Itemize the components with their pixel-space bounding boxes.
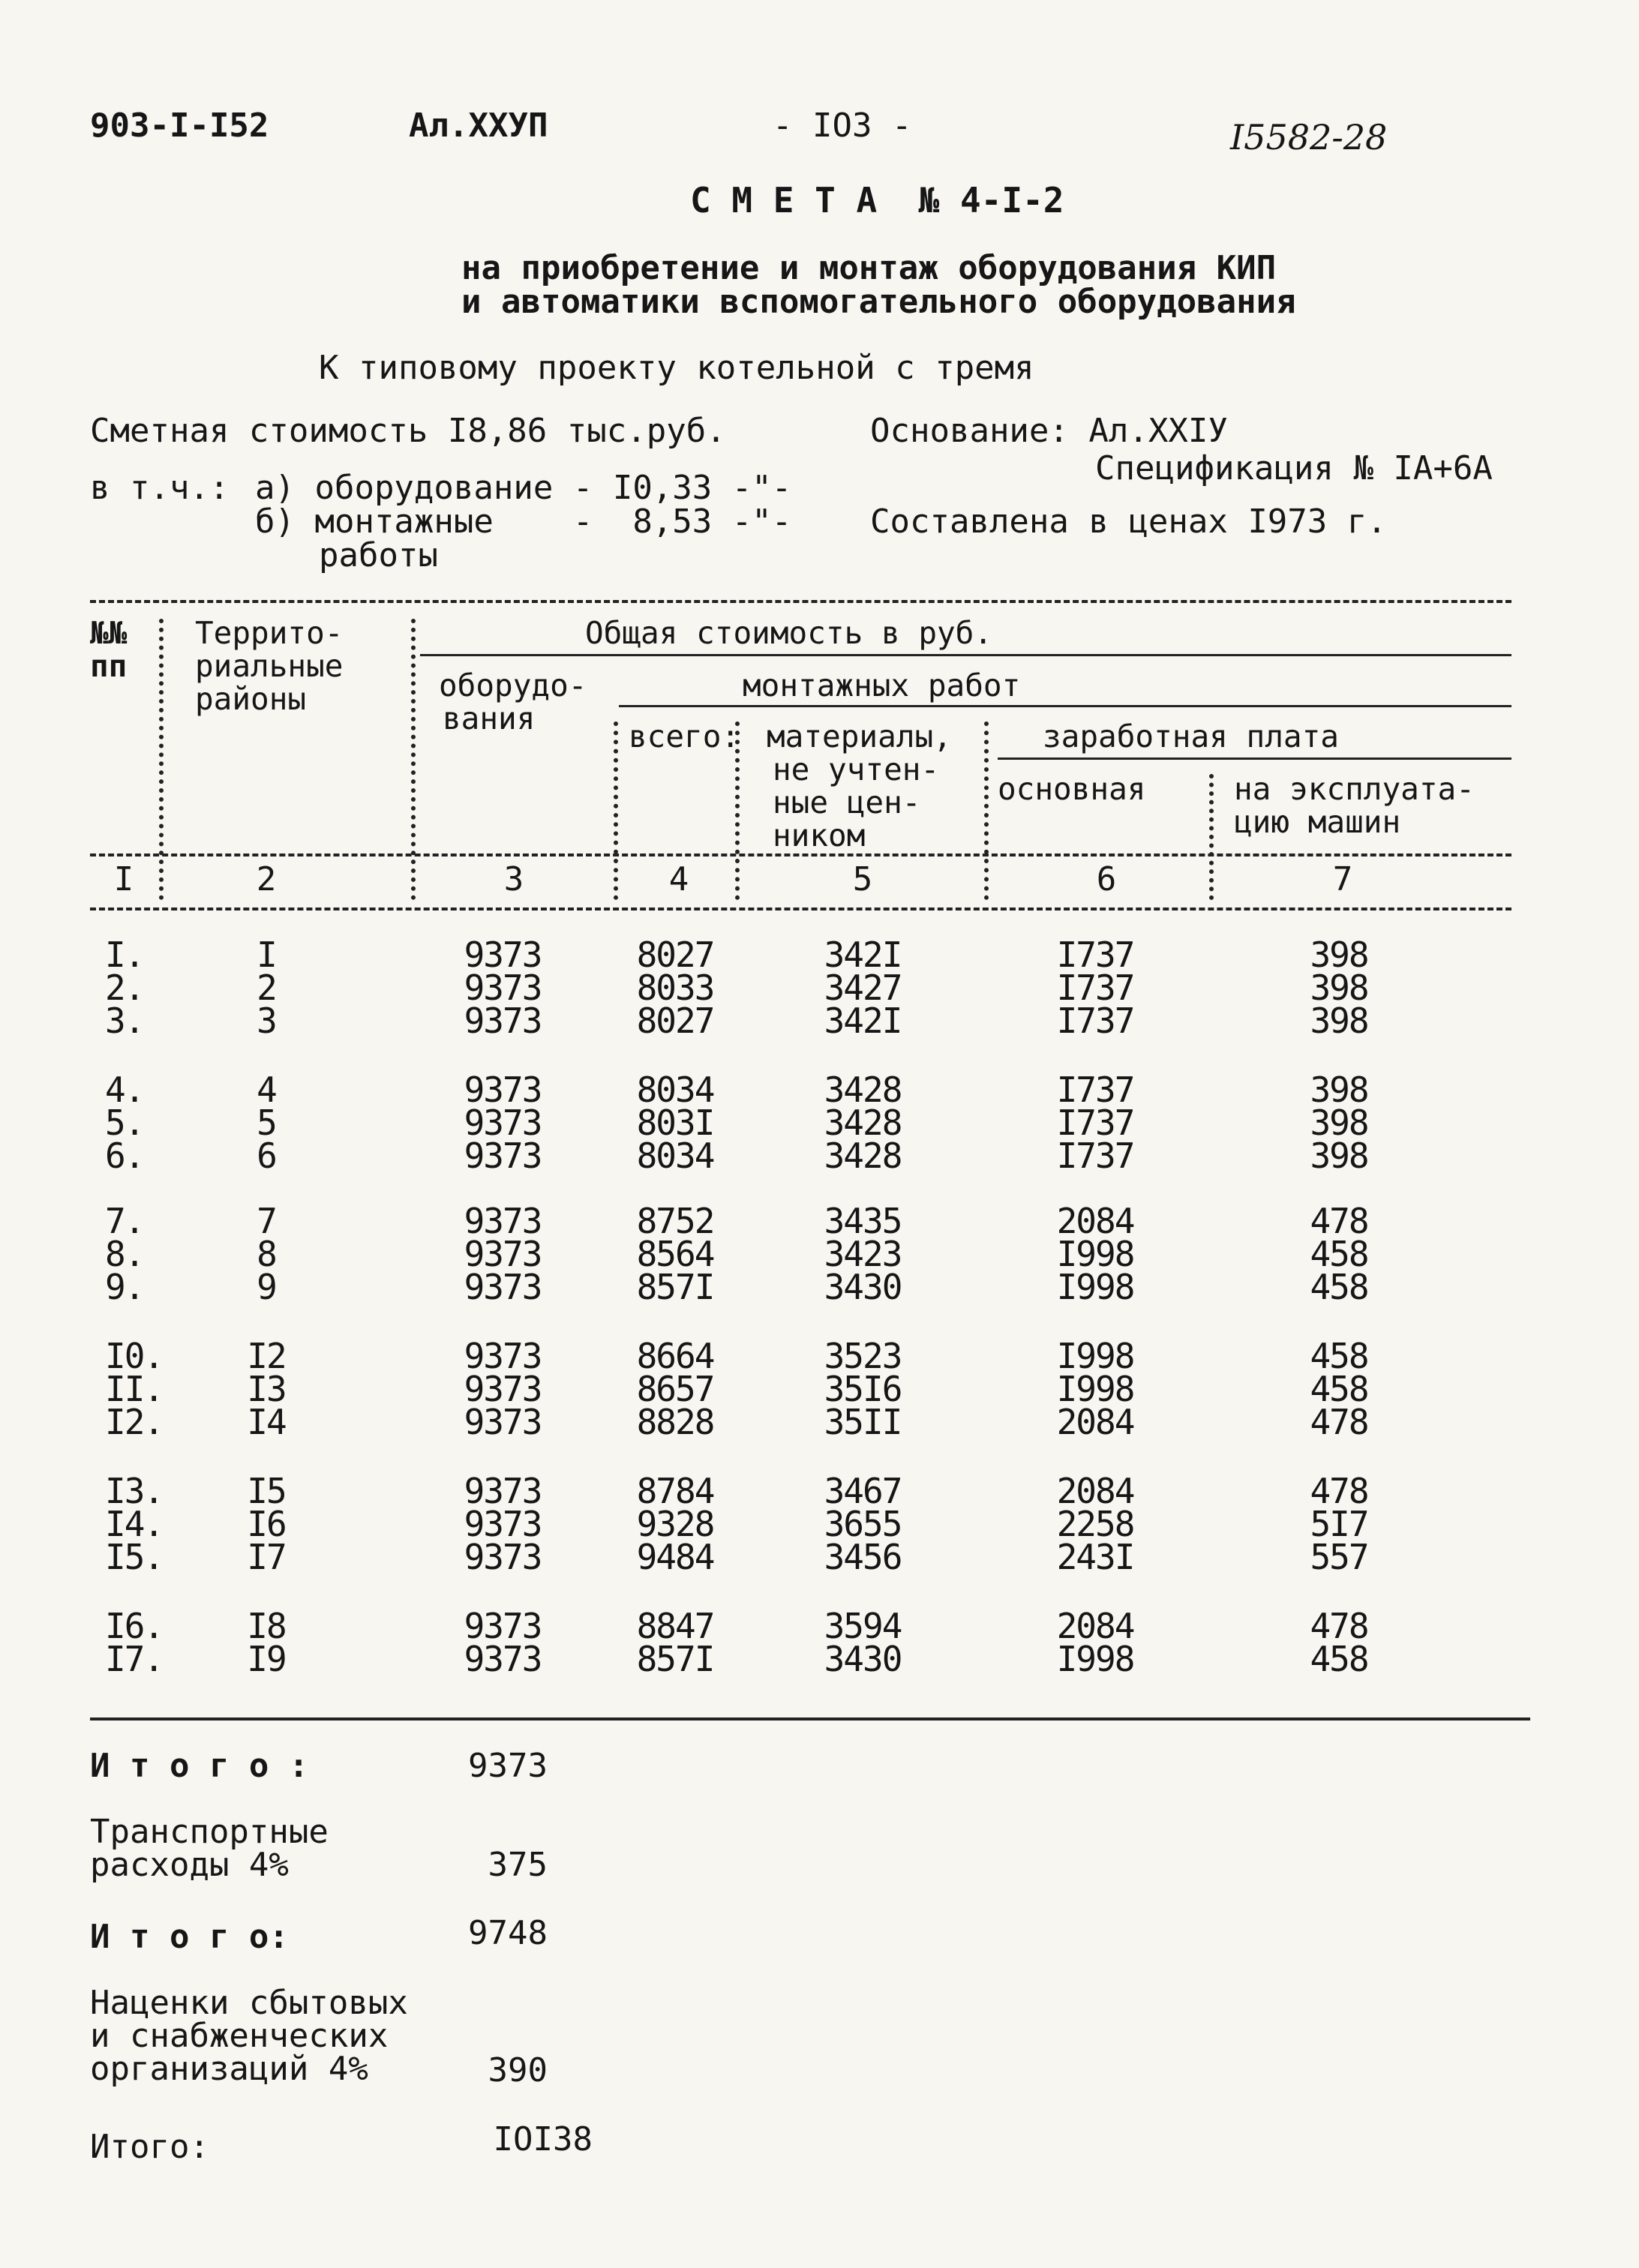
cell-installation-total: 8847: [636, 1606, 714, 1646]
cell-region: 9: [257, 1267, 276, 1307]
markup-label-3: организаций 4%: [90, 2050, 368, 2088]
markup-label-2: и снабженческих: [90, 2017, 389, 2055]
total-3-label: Итого:: [90, 2128, 209, 2166]
cell-row-number: 8.: [105, 1234, 144, 1274]
total-1-label: И т о г о :: [90, 1747, 309, 1785]
header-materials-1: материалы,: [767, 718, 952, 754]
specification-line: Спецификация № IА+6А: [1095, 449, 1493, 488]
cell-materials-cost: 3456: [824, 1537, 902, 1577]
col-number-5: 5: [852, 860, 873, 898]
cell-basic-wages: 2084: [1056, 1471, 1134, 1511]
cell-equipment-cost: 9373: [464, 1402, 542, 1442]
cell-materials-cost: 3655: [824, 1504, 902, 1544]
col-number-rule: [90, 908, 1511, 910]
cell-basic-wages: I998: [1056, 1336, 1134, 1376]
header-region-1: Террито-: [195, 615, 344, 651]
cell-equipment-cost: 9373: [464, 1000, 542, 1041]
cell-region: I8: [247, 1606, 286, 1646]
cell-materials-cost: 3594: [824, 1606, 902, 1646]
cell-equipment-cost: 9373: [464, 968, 542, 1008]
cell-machine-wages: 458: [1310, 1639, 1368, 1679]
header-equipment-2: вания: [443, 700, 536, 736]
cell-region: 2: [257, 968, 276, 1008]
cell-machine-wages: 398: [1310, 1102, 1368, 1143]
cell-installation-total: 8657: [636, 1369, 714, 1409]
cell-materials-cost: 3428: [824, 1136, 902, 1176]
cell-region: 6: [257, 1136, 276, 1176]
cell-installation-total: 8034: [636, 1136, 714, 1176]
col-number-3: 3: [503, 860, 524, 898]
cell-equipment-cost: 9373: [464, 1234, 542, 1274]
cell-equipment-cost: 9373: [464, 1070, 542, 1110]
cell-machine-wages: 478: [1310, 1471, 1368, 1511]
cell-basic-wages: I737: [1056, 1136, 1134, 1176]
markup-value: 390: [488, 2051, 548, 2090]
table-bottom-rule: [90, 1718, 1530, 1720]
header-equipment-1: оборудо-: [439, 668, 587, 704]
cell-row-number: 2.: [105, 968, 144, 1008]
cell-equipment-cost: 9373: [464, 1537, 542, 1577]
cell-machine-wages: 398: [1310, 934, 1368, 975]
transport-value: 375: [488, 1846, 548, 1884]
cell-basic-wages: I737: [1056, 934, 1134, 975]
cost-installation-cont: работы: [319, 536, 438, 574]
cell-region: 4: [257, 1070, 276, 1110]
cell-basic-wages: I737: [1056, 1070, 1134, 1110]
cell-row-number: 3.: [105, 1000, 144, 1041]
cell-basic-wages: I737: [1056, 1102, 1134, 1143]
col-number-2: 2: [256, 860, 277, 898]
header-rule-1: [420, 654, 1511, 656]
cell-region: I5: [247, 1471, 286, 1511]
cell-equipment-cost: 9373: [464, 1201, 542, 1241]
cost-installation: б) монтажные - 8,53 -"-: [255, 502, 792, 541]
subtitle-line-1: на приобретение и монтаж оборудования КИП: [461, 249, 1277, 287]
divider-6: [1209, 774, 1214, 900]
cell-row-number: 4.: [105, 1070, 144, 1110]
cell-row-number: I.: [105, 934, 144, 975]
cell-machine-wages: 398: [1310, 1070, 1368, 1110]
cell-machine-wages: 478: [1310, 1201, 1368, 1241]
cell-materials-cost: 3430: [824, 1639, 902, 1679]
cell-machine-wages: 458: [1310, 1336, 1368, 1376]
cost-equipment: а) оборудование - I0,33 -"-: [255, 469, 792, 507]
divider-2: [411, 619, 416, 900]
cell-equipment-cost: 9373: [464, 1267, 542, 1307]
cell-installation-total: 8034: [636, 1070, 714, 1110]
cell-installation-total: 8828: [636, 1402, 714, 1442]
cell-installation-total: 857I: [636, 1639, 714, 1679]
header-installation: монтажных работ: [743, 668, 1021, 704]
subtitle-line-2: и автоматики вспомогательного оборудования: [461, 283, 1296, 321]
cell-region: I7: [247, 1537, 286, 1577]
header-materials-4: ником: [773, 818, 866, 854]
cell-materials-cost: 35II: [824, 1402, 902, 1442]
header-region-2: риальные: [195, 648, 344, 684]
col-number-1: I: [113, 860, 134, 898]
cell-materials-cost: 3428: [824, 1102, 902, 1143]
cell-installation-total: 8564: [636, 1234, 714, 1274]
cell-region: 3: [257, 1000, 276, 1041]
cell-row-number: 6.: [105, 1136, 144, 1176]
cell-row-number: 7.: [105, 1201, 144, 1241]
cell-region: I3: [247, 1369, 286, 1409]
markup-label-1: Наценки сбытовых: [90, 1984, 408, 2022]
cell-materials-cost: 3427: [824, 968, 902, 1008]
cell-machine-wages: 398: [1310, 1136, 1368, 1176]
transport-label-1: Транспортные: [90, 1813, 329, 1851]
cell-machine-wages: 478: [1310, 1402, 1368, 1442]
basis-line: Основание: Ал.ХХIУ: [870, 412, 1228, 450]
cell-row-number: I0.: [105, 1336, 164, 1376]
cell-equipment-cost: 9373: [464, 1639, 542, 1679]
cell-installation-total: 857I: [636, 1267, 714, 1307]
table-top-rule: [90, 600, 1511, 603]
cell-materials-cost: 3467: [824, 1471, 902, 1511]
including-label: в т.ч.:: [90, 469, 230, 507]
cell-equipment-cost: 9373: [464, 1369, 542, 1409]
cell-machine-wages: 458: [1310, 1369, 1368, 1409]
cell-basic-wages: I737: [1056, 968, 1134, 1008]
cell-installation-total: 9484: [636, 1537, 714, 1577]
header-materials-2: не учтен-: [773, 752, 940, 788]
col-number-4: 4: [668, 860, 689, 898]
cell-basic-wages: 2084: [1056, 1201, 1134, 1241]
cell-row-number: I7.: [105, 1639, 164, 1679]
cell-machine-wages: 398: [1310, 1000, 1368, 1041]
header-materials-3: ные цен-: [773, 784, 921, 820]
cell-installation-total: 8784: [636, 1471, 714, 1511]
cell-row-number: I2.: [105, 1402, 164, 1442]
cell-materials-cost: 3523: [824, 1336, 902, 1376]
cell-region: I9: [247, 1639, 286, 1679]
cell-region: 8: [257, 1234, 276, 1274]
cell-row-number: I5.: [105, 1537, 164, 1577]
cell-row-number: II.: [105, 1369, 164, 1409]
cell-region: 5: [257, 1102, 276, 1143]
cell-materials-cost: 342I: [824, 1000, 902, 1041]
cell-machine-wages: 398: [1310, 968, 1368, 1008]
cell-basic-wages: I998: [1056, 1369, 1134, 1409]
cell-installation-total: 8027: [636, 934, 714, 975]
cell-equipment-cost: 9373: [464, 1136, 542, 1176]
total-1-value: 9373: [468, 1747, 548, 1785]
cell-row-number: 9.: [105, 1267, 144, 1307]
cell-row-number: 5.: [105, 1102, 144, 1143]
divider-1: [159, 619, 164, 900]
cell-materials-cost: 35I6: [824, 1369, 902, 1409]
project-line: К типовому проекту котельной с тремя: [319, 349, 1034, 387]
cell-row-number: I4.: [105, 1504, 164, 1544]
cell-equipment-cost: 9373: [464, 1471, 542, 1511]
header-wages: заработная плата: [1043, 718, 1339, 754]
col-number-6: 6: [1096, 860, 1117, 898]
header-region-3: районы: [195, 681, 307, 717]
doc-code: 903-I-I52: [90, 106, 269, 145]
cell-region: I6: [247, 1504, 286, 1544]
cell-region: 7: [257, 1201, 276, 1241]
cell-machine-wages: 458: [1310, 1234, 1368, 1274]
cell-equipment-cost: 9373: [464, 1504, 542, 1544]
divider-5: [984, 722, 989, 900]
header-num-2: пп: [90, 648, 128, 684]
cell-basic-wages: 243I: [1056, 1537, 1134, 1577]
header-bottom-rule: [90, 854, 1511, 856]
price-year-line: Составлена в ценах I973 г.: [870, 502, 1387, 541]
header-num-1: №№: [90, 615, 128, 651]
cell-materials-cost: 3435: [824, 1201, 902, 1241]
cell-region: I2: [247, 1336, 286, 1376]
cell-materials-cost: 342I: [824, 934, 902, 975]
album-ref: Ал.ХХУП: [409, 106, 548, 145]
header-basic-wages: основная: [998, 771, 1146, 807]
cell-row-number: I6.: [105, 1606, 164, 1646]
cell-machine-wages: 5I7: [1310, 1504, 1368, 1544]
cell-equipment-cost: 9373: [464, 1606, 542, 1646]
divider-4: [735, 722, 740, 900]
header-total-cost: Общая стоимость в руб.: [585, 615, 993, 651]
archive-stamp: I5582-28: [1230, 117, 1388, 158]
cell-machine-wages: 557: [1310, 1537, 1368, 1577]
header-machines-2: цию машин: [1234, 804, 1401, 840]
document-title: С М Е Т А № 4-I-2: [690, 180, 1064, 220]
cell-basic-wages: I998: [1056, 1639, 1134, 1679]
header-rule-2: [619, 705, 1511, 707]
cell-basic-wages: I737: [1056, 1000, 1134, 1041]
total-2-value: 9748: [468, 1914, 548, 1952]
header-all: всего:: [629, 718, 740, 754]
cell-basic-wages: 2084: [1056, 1402, 1134, 1442]
cell-basic-wages: 2084: [1056, 1606, 1134, 1646]
page-number: - IO3 -: [773, 106, 912, 145]
cell-equipment-cost: 9373: [464, 934, 542, 975]
cell-equipment-cost: 9373: [464, 1102, 542, 1143]
cell-installation-total: 8027: [636, 1000, 714, 1041]
cell-region: I4: [247, 1402, 286, 1442]
cell-row-number: I3.: [105, 1471, 164, 1511]
cell-installation-total: 8033: [636, 968, 714, 1008]
cell-materials-cost: 3428: [824, 1070, 902, 1110]
divider-3: [614, 722, 618, 900]
cell-installation-total: 8752: [636, 1201, 714, 1241]
cell-installation-total: 9328: [636, 1504, 714, 1544]
cell-materials-cost: 3430: [824, 1267, 902, 1307]
cell-region: I: [257, 934, 276, 975]
cell-installation-total: 803I: [636, 1102, 714, 1143]
header-machines-1: на эксплуата-: [1234, 771, 1475, 807]
total-3-value: IOI38: [493, 2120, 593, 2158]
total-2-label: И т о г о:: [90, 1918, 289, 1956]
cell-installation-total: 8664: [636, 1336, 714, 1376]
cell-basic-wages: 2258: [1056, 1504, 1134, 1544]
cell-basic-wages: I998: [1056, 1234, 1134, 1274]
cell-machine-wages: 478: [1310, 1606, 1368, 1646]
cell-equipment-cost: 9373: [464, 1336, 542, 1376]
estimated-cost: Сметная стоимость I8,86 тыс.руб.: [90, 412, 726, 450]
cell-machine-wages: 458: [1310, 1267, 1368, 1307]
header-rule-3: [998, 758, 1511, 760]
cell-materials-cost: 3423: [824, 1234, 902, 1274]
cell-basic-wages: I998: [1056, 1267, 1134, 1307]
col-number-7: 7: [1332, 860, 1353, 898]
transport-label-2: расходы 4%: [90, 1846, 289, 1884]
